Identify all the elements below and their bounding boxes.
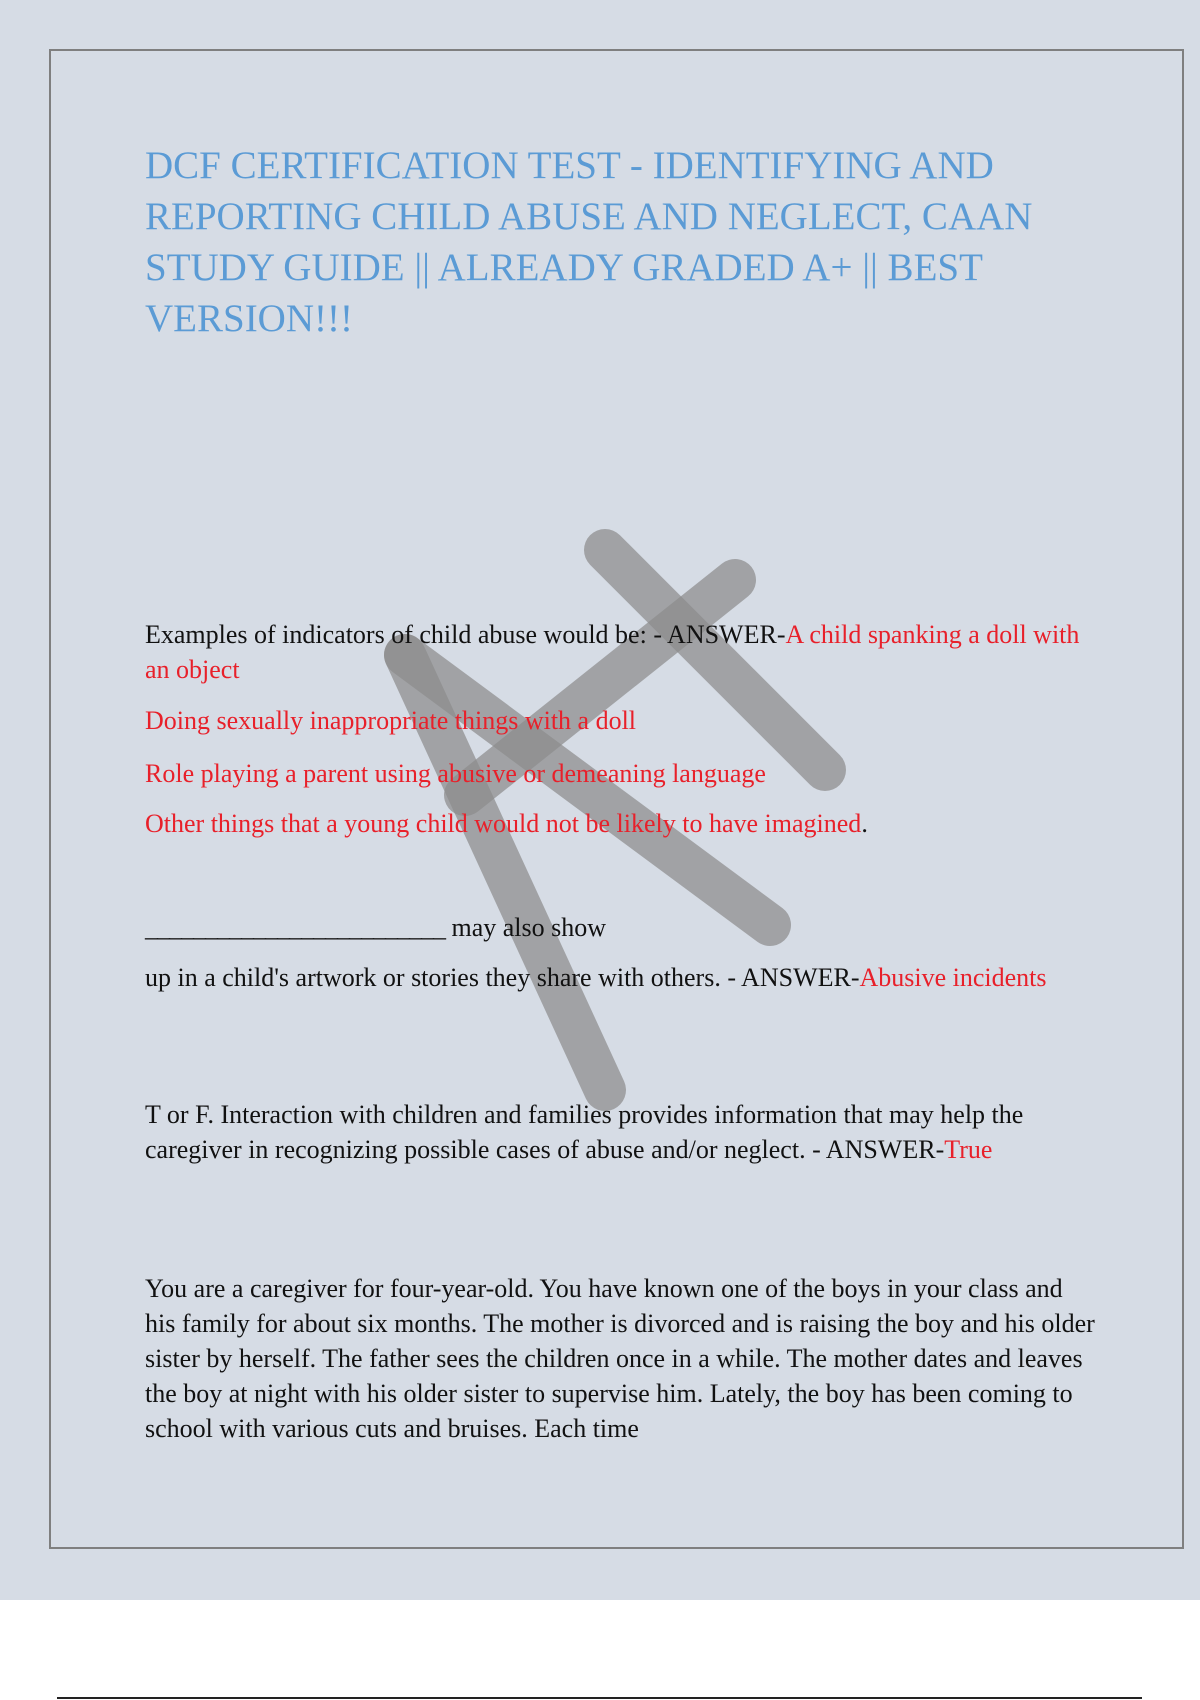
question-1-answer-line: Role playing a parent using abusive or demeaning language xyxy=(145,759,766,788)
question-4-text: You are a caregiver for four-year-old. You have known one of the boys in your class and his family for about six months. The mother is divorced and is raising the boy and his older sister by herself. The father sees the children once in a while. The mother dates and leaves the boy at night with his older sister to supervise him. Lately, the boy has been coming to school with various cuts and bruises. Each time xyxy=(145,1274,1095,1443)
question-1 xyxy=(145,617,1095,687)
question-1-trailing: . xyxy=(861,809,868,838)
fill-in-blank: _________________________ xyxy=(145,913,445,942)
question-3-text: T or F. Interaction with children and families provides information that may help the caregiver in recognizing possible cases of abuse and/or neglect. - ANSWER- xyxy=(145,1100,1024,1164)
question-1-answer-line: A child spanking a doll with an object xyxy=(145,620,1080,684)
question-2-line-2 xyxy=(145,960,1095,995)
document-title: DCF CERTIFICATION TEST - IDENTIFYING AND REPORTING CHILD ABUSE AND NEGLECT, CAAN STUDY GUIDE || ALREADY GRADED A+ || BEST VERSION!!! xyxy=(145,144,1033,340)
question-2-answer: Abusive incidents xyxy=(859,963,1047,992)
question-1-text: Examples of indicators of child abuse would be: - ANSWER- xyxy=(145,620,786,649)
question-2-line-1 xyxy=(145,910,1095,945)
question-2-text: may also show xyxy=(445,913,607,942)
footer-rule xyxy=(57,1697,1142,1699)
question-4 xyxy=(145,1271,1095,1446)
question-3 xyxy=(145,1097,1095,1167)
question-3-answer: True xyxy=(944,1135,993,1164)
question-1-answer-line: Doing sexually inappropriate things with a doll xyxy=(145,706,637,735)
question-2-text: up in a child's artwork or stories they share with others. - ANSWER- xyxy=(145,963,860,992)
question-1-answer-line: Other things that a young child would not be likely to have imagined xyxy=(145,809,862,838)
question-1-answer-line-last xyxy=(145,806,1095,841)
